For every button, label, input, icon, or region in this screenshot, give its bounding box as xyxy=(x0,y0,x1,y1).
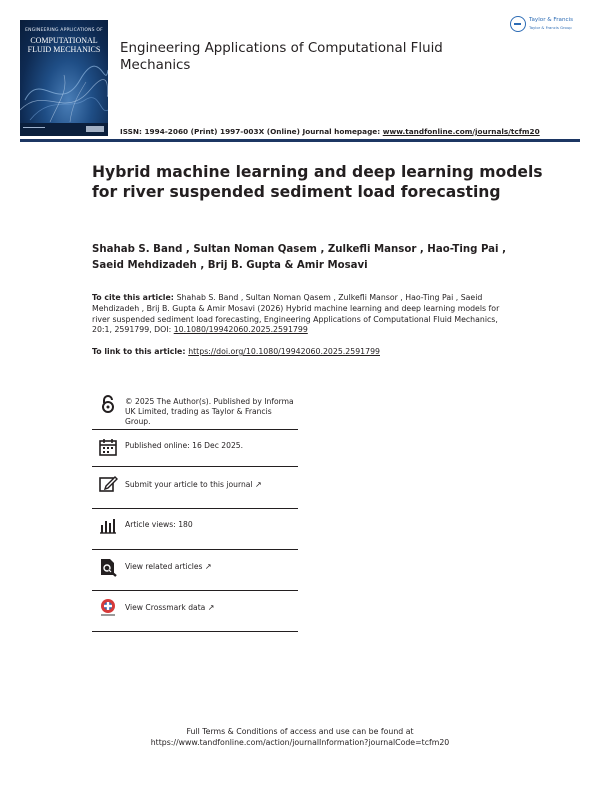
related-articles-label: View related articles xyxy=(125,562,203,571)
info-divider xyxy=(92,429,298,430)
license-item xyxy=(92,393,298,429)
info-divider xyxy=(92,590,298,591)
article-link-line xyxy=(92,347,380,356)
bar-chart-icon xyxy=(98,515,118,535)
info-divider xyxy=(92,549,298,550)
cover-footer xyxy=(20,123,108,136)
crossmark-item[interactable] xyxy=(92,596,298,626)
journal-cover xyxy=(20,20,108,136)
publisher-logo xyxy=(510,16,585,38)
info-divider xyxy=(92,466,298,467)
article-link-label: To link to this article: xyxy=(92,347,189,356)
publisher-logo-tagline: Taylor & Francis Group xyxy=(529,25,572,30)
footer xyxy=(0,727,600,748)
crossmark-icon xyxy=(98,597,118,617)
submit-article-label: Submit your article to this journal xyxy=(125,480,253,489)
citation-block xyxy=(92,293,512,336)
issn-line xyxy=(120,127,540,136)
document-search-icon xyxy=(98,557,118,577)
issn-label: ISSN: xyxy=(120,127,145,136)
submit-article-link[interactable] xyxy=(125,480,299,490)
article-authors: Shahab S. Band , Sultan Noman Qasem , Zulkefli Mansor , Hao-Ting Pai , Saeid Mehdizadeh , Brij B. Gupta & Amir Mosavi xyxy=(92,244,506,271)
article-title: Hybrid machine learning and deep learning models for river suspended sediment load forecasting xyxy=(92,163,543,201)
issn-value: 1994-2060 (Print) 1997-003X (Online) Journal homepage: xyxy=(144,127,383,136)
citation-text: Shahab S. Band , Sultan Noman Qasem , Zulkefli Mansor , Hao-Ting Pai , Saeid Mehdizadeh , Brij B. Gupta & Amir Mosavi (2026) Hybrid machine learning and deep learning models for river suspended sediment load forecasting, Engineering Applications of Computational Fluid Mechanics, 20:1, 2591799, DOI: xyxy=(92,293,500,335)
article-views-text: Article views: 180 xyxy=(125,520,193,529)
citation-label: To cite this article: xyxy=(92,293,177,302)
info-divider xyxy=(92,631,298,632)
related-articles-link[interactable] xyxy=(125,562,299,572)
journal-title: Engineering Applications of Computational Fluid Mechanics xyxy=(120,41,443,73)
cover-line-1: ENGINEERING APPLICATIONS OF xyxy=(25,28,103,33)
crossmark-link[interactable] xyxy=(125,603,299,613)
published-text: Published online: 16 Dec 2025. xyxy=(125,441,244,450)
license-text: © 2025 The Author(s). Published by Informa UK Limited, trading as Taylor & Francis Group. xyxy=(125,397,294,426)
journal-homepage-link[interactable]: www.tandfonline.com/journals/tcfm20 xyxy=(382,127,540,136)
edit-icon xyxy=(98,474,118,494)
footer-terms-url[interactable]: https://www.tandfonline.com/action/journalInformation?journalCode=tcfm20 xyxy=(150,737,450,747)
header-divider xyxy=(20,139,580,142)
info-divider xyxy=(92,508,298,509)
external-link-icon: ↗ xyxy=(207,603,215,612)
article-views-item xyxy=(92,513,298,543)
calendar-icon xyxy=(98,437,118,457)
submit-article-item[interactable] xyxy=(92,472,298,502)
external-link-icon: ↗ xyxy=(254,480,262,489)
open-access-icon xyxy=(98,394,118,414)
citation-doi-link[interactable]: 10.1080/19942060.2025.2591799 xyxy=(173,325,308,335)
article-doi-url[interactable]: https://doi.org/10.1080/19942060.2025.2591799 xyxy=(188,347,380,356)
related-articles-item[interactable] xyxy=(92,554,298,584)
publisher-logo-icon xyxy=(510,16,526,32)
external-link-icon: ↗ xyxy=(204,562,212,571)
cover-line-2: COMPUTATIONAL FLUID MECHANICS xyxy=(27,36,101,54)
crossmark-label: View Crossmark data xyxy=(125,603,206,612)
footer-terms-text: Full Terms & Conditions of access and use can be found at xyxy=(186,727,414,736)
published-item xyxy=(92,434,298,464)
publisher-logo-name: Taylor & Francis xyxy=(529,17,574,23)
cover-artwork xyxy=(20,60,108,122)
